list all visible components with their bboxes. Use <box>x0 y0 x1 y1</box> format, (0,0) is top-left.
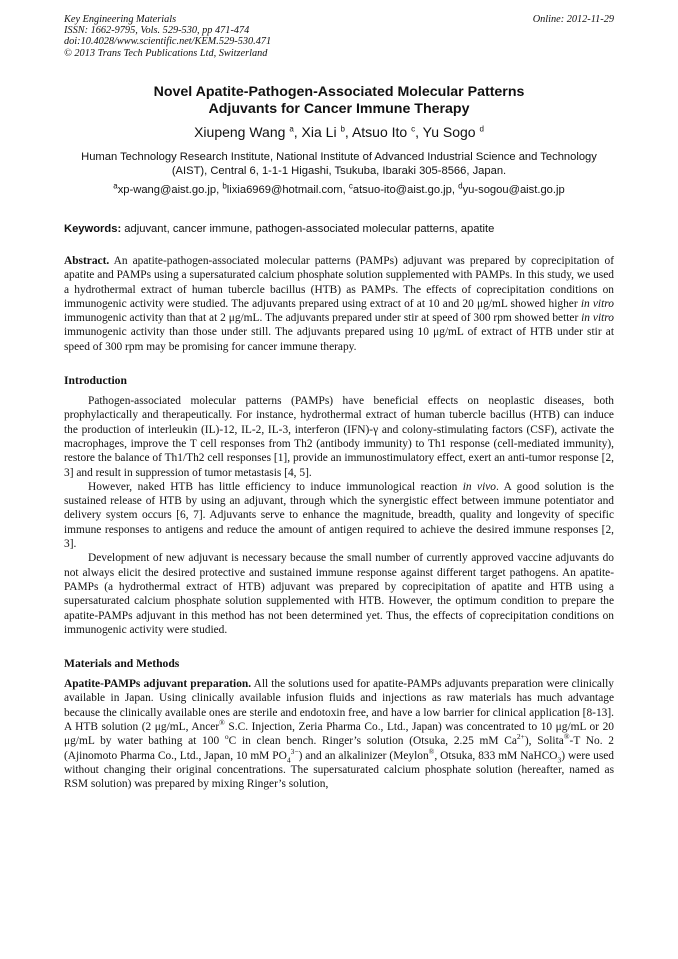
introduction-section <box>64 394 614 637</box>
author-emails: $^a$xp-wang@aist.go.jp, $^b$lixia6969@hotmail.com, $^c$atsuo-ito@aist.go.jp, $^d$yu-sogou@aist.go.jp <box>113 181 565 196</box>
keywords <box>64 222 614 236</box>
author: Atsuo Ito $^c$, <box>351 123 423 140</box>
author: Xiupeng Wang $^a$, <box>194 123 302 140</box>
email[interactable]: $^d$yu-sogou@aist.go.jp <box>458 181 565 196</box>
keywords-text: adjuvant, cancer immune, pathogen-associated molecular patterns, apatite <box>121 223 495 235</box>
email[interactable]: $^a$xp-wang@aist.go.jp <box>113 181 217 196</box>
author-list <box>64 124 614 141</box>
intro-paragraph-3: Development of new adjuvant is necessary because the small number of currently approved vaccine adjuvants do not always elicit the desired protective and sustained immune response against different target pathogens. An apatite-PAMPs (a hydrothermal extract of HTB) adjuvant was prepared by coprecipitation of apatite and HTB using a supersaturated calcium phosphate solution supplemented with HTB. However, the optimum condition to prepare the apatite-PAMPs adjuvant in this method has not been determined yet. Thus, the effects of coprecipitation conditions on immunogenic activity were studied. <box>64 552 614 636</box>
journal-name: Key Engineering Materials <box>64 14 177 25</box>
introduction-heading: Introduction <box>64 374 127 388</box>
copyright-line: © 2013 Trans Tech Publications Ltd, Switzerland <box>64 47 268 59</box>
abstract: Abstract. An apatite-pathogen-associated molecular patterns (PAMPs) adjuvant was prepared by coprecipitation of apatite and PAMPs using a supersaturated calcium phosphate solution supplemented with PAMPs. In this study, we used a hydrothermal extract of human tubercle bacillus (HTB) as PAMPs. The effects of coprecipitation conditions on immunogenic activity were studied. The adjuvants prepared using extract of at 10 and 20 μg/mL showed higher in vitro immunogenic activity than that at 2 μg/mL. The adjuvants prepared under stir at speed of 300 rpm showed better in vitro immunogenic activity than those under still. The adjuvants prepared using 10 μg/mL of extract of HTB under stir at speed of 300 rpm may be promising for cancer immune therapy. <box>64 255 614 353</box>
methods-paragraph-1: Apatite-PAMPs adjuvant preparation. All the solutions used for apatite-PAMPs adjuvants preparation were clinically available in Japan. Using clinically available infusion fluids and injections as raw materials has much advantage because the clinically available ones are sterile and endotoxin free, and have a low barrier for clinical application [8-13]. A HTB solution (2 μg/mL, Ancer® S.C. Injection, Zeria Pharma Co., Ltd., Japan) was concentrated to 10 μg/mL or 20 μg/mL by water bathing at 100 $^o$C in clean bench. Ringer’s solution (Otsuka, 2.25 mM $Ca^{2+}$), Solita®-T No. 2 (Ajinomoto Pharma Co., Ltd., Japan, 10 mM $PO_4^{3-}$) and an alkalinizer (Meylon®, Otsuka, 833 mM NaHCO$_3$) were used without changing their original concentrations. The supersaturated calcium phosphate solution (hereafter, named as RSM solution) was prepared by mixing Ringer’s solution, <box>64 678 615 791</box>
methods-heading: Materials and Methods <box>64 657 180 671</box>
author: Xia Li $^b$, <box>301 123 352 140</box>
affiliation: Human Technology Research Institute, National Institute of Advanced Industrial Science and Technology (AIST), Central 6, 1-1-1 Higashi, Tsukuba, Ibaraki 305-8566, Japan. <box>81 150 597 178</box>
abstract-label: Abstract. <box>64 255 110 267</box>
intro-paragraph-2: However, naked HTB has little efficiency to induce immunological reaction in vivo. A good solution is the sustained release of HTB by using an adjuvant, through which the synergistic effect between immune potentiator and delivery system occurs [6, 7]. Adjuvants serve to enhance the magnitude, breadth, quality and longevity of specific immune responses to antigens and reduce the amount of antigen required to achieve the desired immune responses [2, 3]. <box>64 480 614 551</box>
keywords-label: Keywords: <box>64 223 122 235</box>
title-line-1: Novel Apatite-Pathogen-Associated Molecular Patterns <box>153 83 525 100</box>
doi-line: doi:10.4028/www.scientific.net/KEM.529-530.471 <box>64 36 272 48</box>
author: Yu Sogo $^d$ <box>422 123 484 140</box>
methods-section <box>64 677 614 791</box>
journal-header <box>64 14 614 59</box>
paper-title <box>64 84 614 118</box>
email[interactable]: $^b$lixia6969@hotmail.com <box>222 181 343 196</box>
title-line-2: Adjuvants for Cancer Immune Therapy <box>208 100 470 117</box>
methods-subheading: Apatite-PAMPs adjuvant preparation. <box>64 678 252 691</box>
online-date: Online: 2012-11-29 <box>532 14 614 25</box>
issn-line: ISSN: 1662-9795, Vols. 529-530, pp 471-474 <box>64 25 250 37</box>
email[interactable]: $^c$atsuo-ito@aist.go.jp <box>348 181 452 196</box>
intro-paragraph-1: Pathogen-associated molecular patterns (PAMPs) have beneficial effects on neoplastic diseases, both prophylactically and therapeutically. For instance, hydrothermal extract of human tubercle bacillus (HTB) can induce the production of interleukin (IL)-12, IL-2, IL-3, interferon (IFN)-γ and colony-stimulating factors (CSF), activate the macrophages, improve the T cell responses from Th2 (antibody immunity) to Th1 response (cell-mediated immunity), restore the balance of Th1/Th2 cell responses [1], provide an immunostimulatory effect, exert an anti-tumor response [2, 3] and result in suppression of tumor metastasis [4, 5]. <box>64 395 614 479</box>
